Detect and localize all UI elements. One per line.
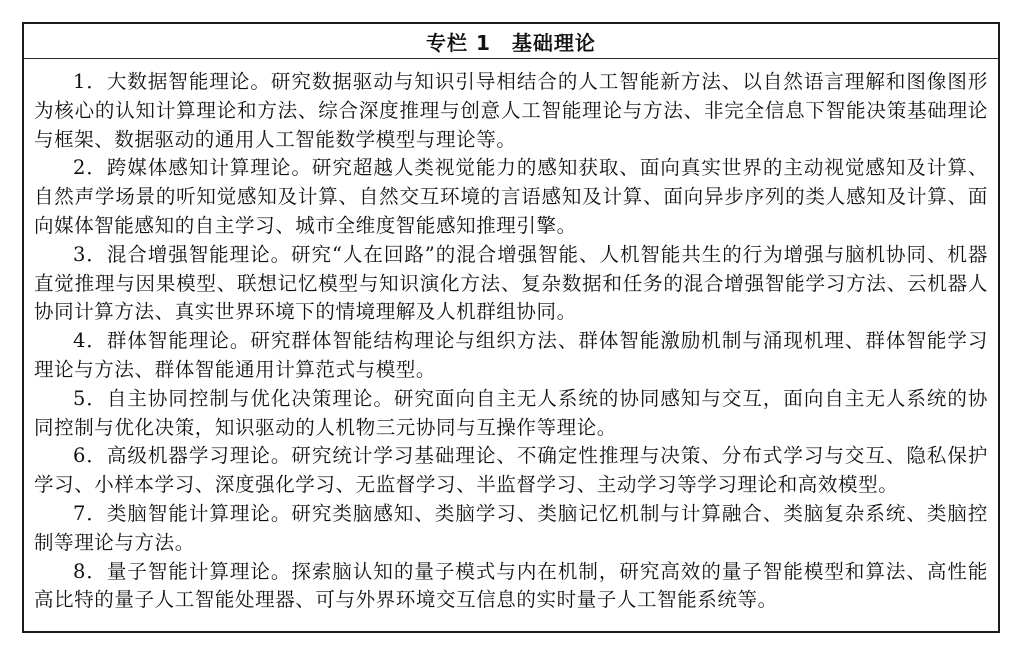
theory-item-5: 5．自主协同控制与优化决策理论。研究面向自主无人系统的协同感知与交互，面向自主无人系统的协同控制与优化决策，知识驱动的人机物三元协同与互操作等理论。 — [34, 386, 988, 439]
column-box-body — [24, 59, 998, 631]
theory-item-1: 1．大数据智能理论。研究数据驱动与知识引导相结合的人工智能新方法、以自然语言理解和图像图形为核心的认知计算理论和方法、综合深度推理与创意人工智能理论与方法、非完全信息下智能决策基础理论与框架、数据驱动的通用人工智能数学模型与理论等。 — [34, 70, 988, 151]
theory-item-6: 6．高级机器学习理论。研究统计学习基础理论、不确定性推理与决策、分布式学习与交互、隐私保护学习、小样本学习、深度强化学习、无监督学习、半监督学习、主动学习等学习理论和高效模型。 — [34, 444, 988, 497]
theory-item-7: 7．类脑智能计算理论。研究类脑感知、类脑学习、类脑记忆机制与计算融合、类脑复杂系统、类脑控制等理论与方法。 — [34, 501, 988, 554]
theory-item-3: 3．混合增强智能理论。研究“人在回路”的混合增强智能、人机智能共生的行为增强与脑机协同、机器直觉推理与因果模型、联想记忆模型与知识演化方法、复杂数据和任务的混合增强智能学习方法、云机器人协同计算方法、真实世界环境下的情境理解及人机群组协同。 — [34, 242, 988, 324]
theory-item-4: 4．群体智能理论。研究群体智能结构理论与组织方法、群体智能激励机制与涌现机理、群体智能学习理论与方法、群体智能通用计算范式与模型。 — [34, 329, 988, 381]
theory-item-2: 2．跨媒体感知计算理论。研究超越人类视觉能力的感知获取、面向真实世界的主动视觉感知及计算、自然声学场景的听知觉感知及计算、自然交互环境的言语感知及计算、面向异步序列的类人感知及计算、面向媒体智能感知的自主学习、城市全维度智能感知推理引擎。 — [34, 156, 988, 237]
column-box-title: 专栏 1 基础理论 — [24, 24, 998, 59]
column-box — [22, 22, 1000, 633]
theory-item-8: 8．量子智能计算理论。探索脑认知的量子模式与内在机制，研究高效的量子智能模型和算法、高性能高比特的量子人工智能处理器、可与外界环境交互信息的实时量子人工智能系统等。 — [34, 559, 988, 612]
